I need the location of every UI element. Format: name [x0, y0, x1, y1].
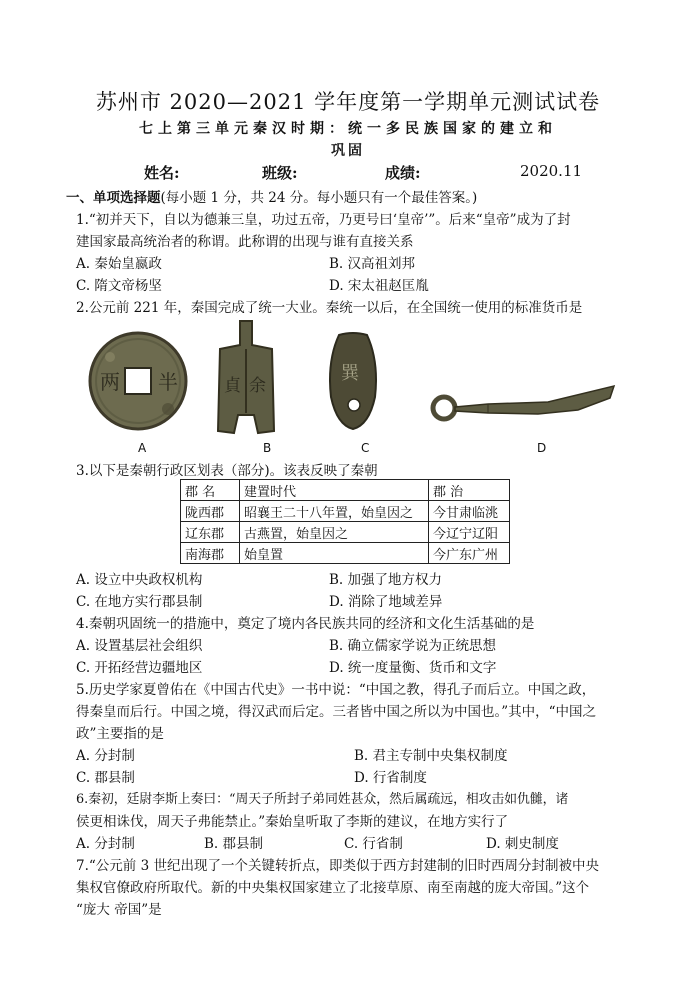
table-row — [181, 522, 510, 543]
section-heading — [66, 186, 477, 206]
prefecture-table — [180, 479, 510, 564]
svg-text:两: 两 — [100, 370, 120, 394]
q6-option-b: B. 郡县制 — [204, 836, 264, 852]
q3-stem: 3.以下是秦朝行政区划表（部分)。该表反映了秦朝 — [76, 463, 378, 479]
q5-stem-line3: 政”主要指的是 — [76, 726, 164, 742]
svg-text:余: 余 — [249, 376, 266, 396]
svg-text:巽: 巽 — [341, 363, 359, 384]
q4-option-b: B. 确立儒家学说为正统思想 — [329, 638, 497, 654]
coin-c-image — [325, 331, 381, 431]
coin-label-b: B — [263, 441, 272, 455]
svg-text:半: 半 — [158, 370, 178, 394]
table-header-cell: 建置时代 — [240, 480, 429, 501]
name-label: 姓名: — [144, 164, 180, 182]
section-title: 一、单项选择题 — [66, 190, 161, 206]
q5-stem-line2: 得秦皇而后行。中国之境，得汉武而后定。三者皆中国之所以为中国也。”其中，“中国之 — [76, 704, 597, 720]
q1-option-b: B. 汉高祖刘邦 — [329, 256, 416, 272]
unit-subtitle: 七上第三单元秦汉时期：统一多民族国家的建立和 — [139, 121, 557, 137]
q7-stem-line1: 7.“公元前 3 世纪出现了一个关键转折点，即类似于西方封建制的旧时西周分封制被中央 — [76, 858, 599, 874]
coin-label-a: A — [138, 441, 147, 455]
unit-subtitle-continued: 巩固 — [331, 143, 365, 159]
table-header-cell: 郡 治 — [429, 480, 510, 501]
table-cell: 陇西郡 — [181, 501, 240, 522]
q5-option-d: D. 行省制度 — [354, 770, 427, 786]
coin-a-image — [76, 329, 200, 433]
q3-option-b: B. 加强了地方权力 — [329, 572, 443, 588]
coin-label-c: C — [361, 441, 370, 455]
section-note: (每小题 1 分，共 24 分。每小题只有一个最佳答案。) — [160, 190, 478, 206]
q6-option-a: A. 分封制 — [76, 836, 135, 852]
q7-stem-line3: “庞大 帝国”是 — [76, 902, 162, 918]
q5-stem-line1: 5.历史学家夏曾佑在《中国古代史》一书中说：“中国之教，得孔子而后立。中国之政， — [76, 682, 596, 698]
q5-option-c: C. 郡县制 — [76, 770, 135, 786]
svg-text:貞: 貞 — [224, 376, 241, 396]
q4-option-d: D. 统一度量衡、货币和文字 — [329, 660, 497, 676]
q6-option-d: D. 刺史制度 — [486, 836, 559, 852]
q5-option-a: A. 分封制 — [76, 748, 135, 764]
coin-d-image — [428, 380, 618, 434]
table-row — [181, 501, 510, 522]
score-label: 成绩: — [385, 164, 421, 182]
q3-option-c: C. 在地方实行郡县制 — [76, 594, 203, 610]
q6-stem-line2: 侯更相诛伐，周天子弗能禁止。”秦始皇听取了李斯的建议，在地方实行了 — [76, 814, 509, 830]
table-cell: 古燕置，始皇因之 — [240, 522, 429, 543]
q6-stem-line1: 6.秦初，廷尉李斯上奏曰：“周天子所封子弟同姓甚众，然后属疏远，相攻击如仇雠，诸 — [76, 792, 569, 807]
q4-stem: 4.秦朝巩固统一的措施中，奠定了境内各民族共同的经济和文化生活基础的是 — [76, 616, 535, 632]
q3-option-a: A. 设立中央政权机构 — [76, 572, 203, 588]
exam-title: 苏州市 2020—2021 学年度第一学期单元测试试卷 — [95, 90, 601, 114]
q6-option-c: C. 行省制 — [344, 836, 403, 852]
exam-date: 2020.11 — [520, 162, 583, 180]
q1-stem-line2: 建国家最高统治者的称谓。此称谓的出现与谁有直接关系 — [76, 234, 414, 250]
table-header-cell: 郡 名 — [181, 480, 240, 501]
q1-option-d: D. 宋太祖赵匡胤 — [329, 278, 429, 294]
table-cell: 辽东郡 — [181, 522, 240, 543]
q2-stem: 2.公元前 221 年，秦国完成了统一大业。秦统一以后，在全国统一使用的标准货币是 — [76, 300, 583, 316]
table-cell: 今甘肃临洮 — [429, 501, 510, 522]
table-cell: 昭襄王二十八年置，始皇因之 — [240, 501, 429, 522]
table-cell: 今广东广州 — [429, 543, 510, 564]
q1-option-c: C. 隋文帝杨坚 — [76, 278, 162, 294]
class-label: 班级: — [262, 164, 298, 182]
q3-option-d: D. 消除了地域差异 — [329, 594, 443, 610]
table-header-row — [181, 480, 510, 501]
table-row — [181, 543, 510, 564]
table-cell: 今辽宁辽阳 — [429, 522, 510, 543]
table-cell: 南海郡 — [181, 543, 240, 564]
q1-stem-line1: 1.“初并天下，自以为德兼三皇，功过五帝，乃更号曰‘皇帝’”。后来“皇帝”成为了封 — [76, 212, 571, 228]
coin-label-d: D — [537, 441, 547, 455]
q1-option-a: A. 秦始皇嬴政 — [76, 256, 162, 272]
coin-b-image — [214, 319, 278, 439]
table-cell: 始皇置 — [240, 543, 429, 564]
q7-stem-line2: 集权官僚政府所取代。新的中央集权国家建立了北接草原、南至南越的庞大帝国。”这个 — [76, 880, 590, 896]
q4-option-a: A. 设置基层社会组织 — [76, 638, 203, 654]
q5-option-b: B. 君主专制中央集权制度 — [354, 748, 508, 764]
q4-option-c: C. 开拓经营边疆地区 — [76, 660, 203, 676]
